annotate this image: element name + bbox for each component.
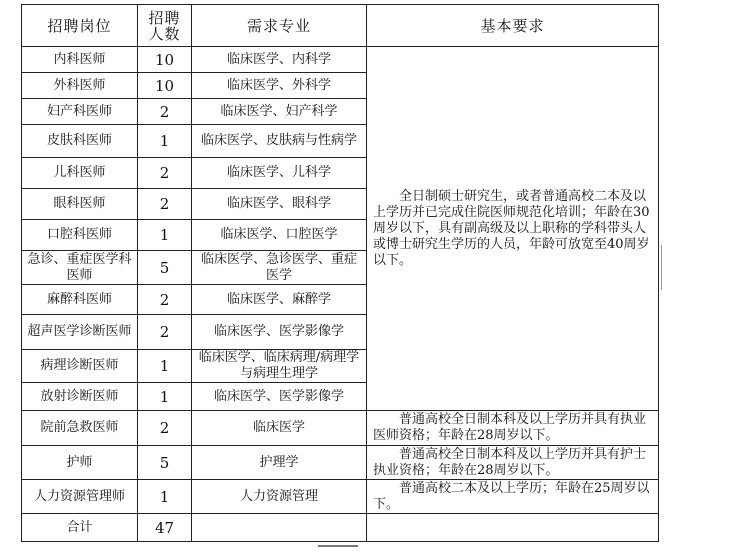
major-cell: 临床医学、眼科学: [192, 189, 367, 220]
count-cell: 5: [138, 446, 192, 480]
major-cell: 临床医学、医学影像学: [192, 315, 367, 350]
scan-mark: [318, 545, 358, 547]
position-cell: 外科医师: [22, 73, 138, 99]
position-cell: 内科医师: [22, 47, 138, 73]
position-cell: 眼科医师: [22, 189, 138, 220]
table-row: [22, 446, 659, 480]
recruitment-table: [21, 4, 659, 542]
table-row: [22, 411, 659, 446]
major-cell: 临床医学、内科学: [192, 47, 367, 73]
position-cell: 护师: [22, 446, 138, 480]
count-cell: 1: [138, 480, 192, 514]
scan-mark: [661, 245, 662, 290]
total-major-empty: [192, 514, 367, 542]
table-row: [22, 480, 659, 514]
count-cell: 10: [138, 47, 192, 73]
header-count: 招聘人数: [138, 5, 192, 47]
count-cell: 2: [138, 285, 192, 315]
count-cell: 2: [138, 189, 192, 220]
requirements-emergency: 普通高校全日制本科及以上学历并具有执业医师资格；年龄在28周岁以下。: [367, 411, 659, 446]
header-requirements: 基本要求: [367, 5, 659, 47]
major-cell: 临床医学、医学影像学: [192, 383, 367, 411]
total-requirements-empty: [367, 514, 659, 542]
major-cell: 临床医学、妇产科学: [192, 99, 367, 125]
major-cell: 临床医学、急诊医学、重症医学: [192, 251, 367, 285]
position-cell: 口腔科医师: [22, 220, 138, 251]
position-cell: 儿科医师: [22, 158, 138, 189]
header-major: 需求专业: [192, 5, 367, 47]
requirements-hr: 普通高校二本及以上学历；年龄在25周岁以下。: [367, 480, 659, 514]
table-row: [22, 47, 659, 73]
requirements-nurse: 普通高校全日制本科及以上学历并具有护士执业资格；年龄在28周岁以下。: [367, 446, 659, 480]
major-cell: 临床医学、皮肤病与性病学: [192, 125, 367, 158]
count-cell: 2: [138, 315, 192, 350]
position-cell: 人力资源管理师: [22, 480, 138, 514]
count-cell: 10: [138, 73, 192, 99]
count-cell: 1: [138, 350, 192, 383]
total-count: 47: [138, 514, 192, 542]
major-cell: 临床医学、外科学: [192, 73, 367, 99]
total-label: 合计: [22, 514, 138, 542]
count-cell: 2: [138, 158, 192, 189]
major-cell: 临床医学: [192, 411, 367, 446]
position-cell: 急诊、重症医学科医师: [22, 251, 138, 285]
major-cell: 人力资源管理: [192, 480, 367, 514]
count-cell: 5: [138, 251, 192, 285]
position-cell: 超声医学诊断医师: [22, 315, 138, 350]
major-cell: 临床医学、儿科学: [192, 158, 367, 189]
count-cell: 2: [138, 99, 192, 125]
header-position: 招聘岗位: [22, 5, 138, 47]
count-cell: 1: [138, 220, 192, 251]
header-row: [22, 5, 659, 47]
position-cell: 院前急救医师: [22, 411, 138, 446]
major-cell: 临床医学、口腔医学: [192, 220, 367, 251]
count-cell: 1: [138, 125, 192, 158]
major-cell: 临床医学、麻醉学: [192, 285, 367, 315]
position-cell: 麻醉科医师: [22, 285, 138, 315]
position-cell: 妇产科医师: [22, 99, 138, 125]
count-cell: 1: [138, 383, 192, 411]
position-cell: 放射诊断医师: [22, 383, 138, 411]
position-cell: 病理诊断医师: [22, 350, 138, 383]
position-cell: 皮肤科医师: [22, 125, 138, 158]
requirements-physicians: 全日制硕士研究生，或者普通高校二本及以上学历并已完成住院医师规范化培训；年龄在30周岁以下，具有副高级及以上职称的学科带头人或博士研究生学历的人员，年龄可放宽至40周岁以下。: [367, 47, 659, 411]
major-cell: 临床医学、临床病理/病理学与病理生理学: [192, 350, 367, 383]
major-cell: 护理学: [192, 446, 367, 480]
total-row: [22, 514, 659, 542]
count-cell: 2: [138, 411, 192, 446]
